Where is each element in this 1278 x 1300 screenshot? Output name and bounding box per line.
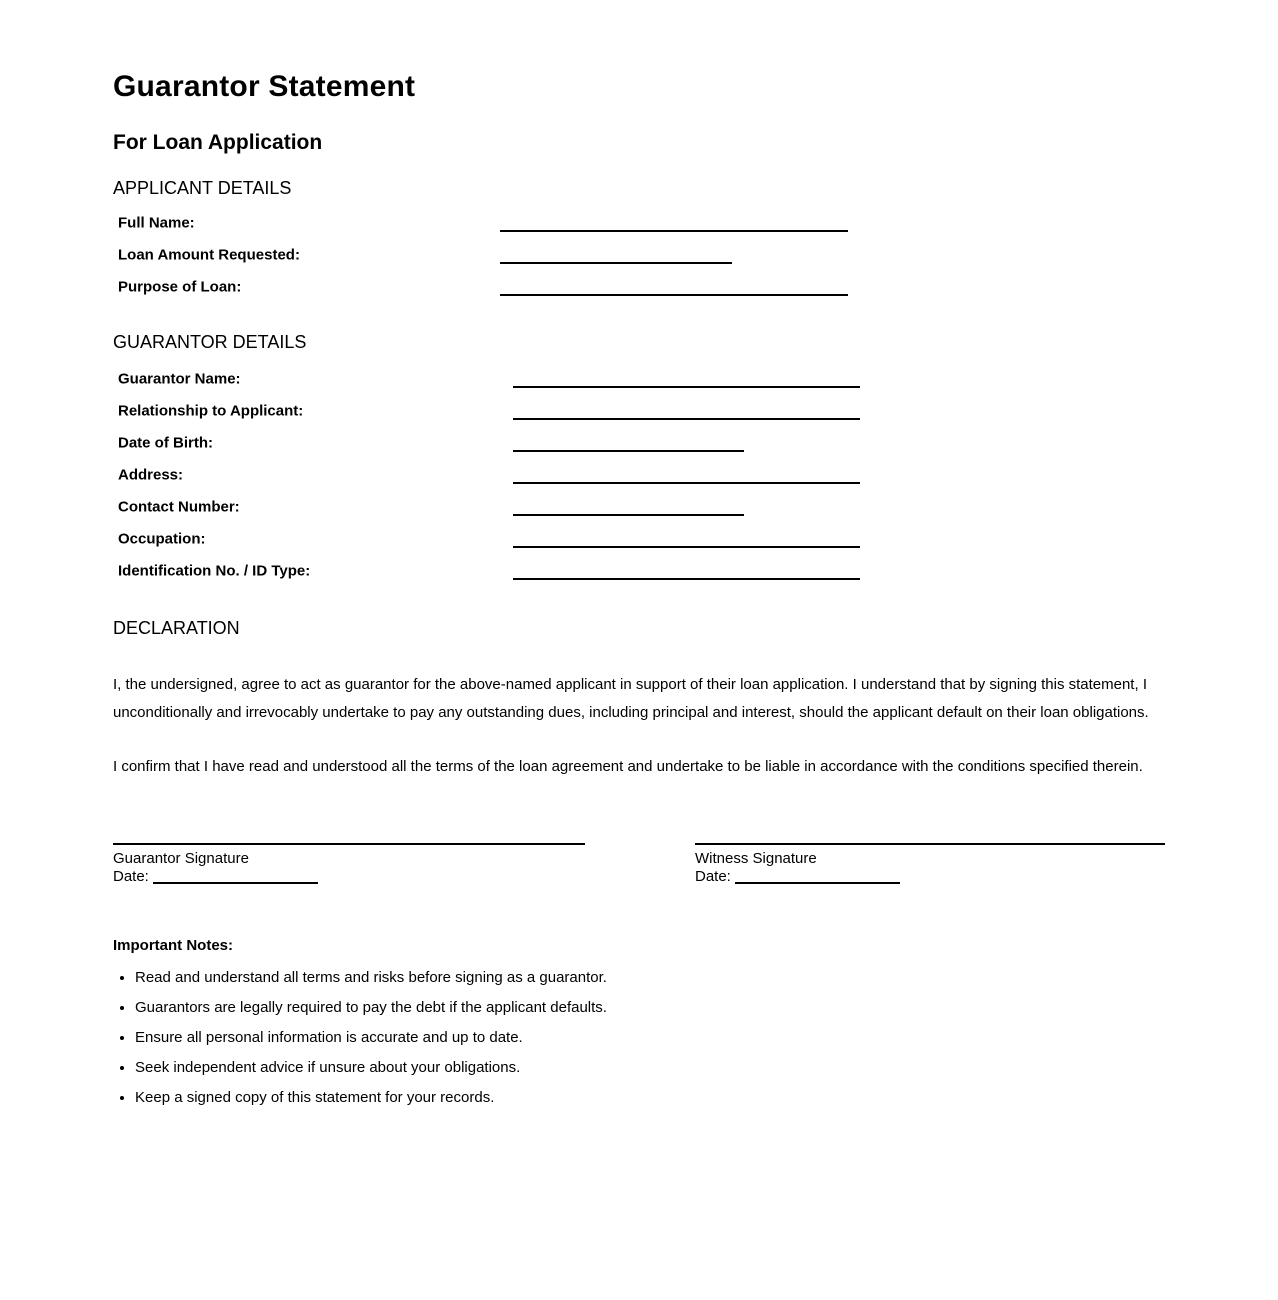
applicant-details-heading: APPLICANT DETAILS (113, 178, 292, 199)
applicant-fields (113, 207, 1165, 303)
field-blank-line-date-of-birth (513, 450, 744, 452)
field-row-identification-no-id-type (113, 555, 1165, 587)
witness-date-blank-line (735, 871, 900, 884)
field-label-full-name: Full Name: (118, 214, 195, 232)
guarantor-date-label: Date: (113, 868, 149, 886)
important-notes-section (113, 936, 1165, 1107)
witness-signature-label: Witness Signature (695, 850, 817, 868)
page-subtitle: For Loan Application (113, 131, 323, 154)
field-blank-line-full-name (500, 230, 848, 232)
signature-block (113, 843, 1165, 885)
field-label-identification-no-id-type: Identification No. / ID Type: (118, 562, 311, 580)
field-row-occupation (113, 523, 1165, 555)
guarantor-signature-label: Guarantor Signature (113, 850, 249, 868)
guarantor-details-heading: GUARANTOR DETAILS (113, 332, 307, 353)
note-item-5: • Keep a signed copy of this statement for your records. (135, 1088, 1165, 1107)
field-blank-line-purpose-of-loan (500, 294, 848, 296)
declaration-heading: DECLARATION (113, 618, 240, 639)
witness-date-row (695, 868, 1165, 885)
note-item-3: • Ensure all personal information is accurate and up to date. (135, 1028, 1165, 1047)
field-blank-line-relationship-to-applicant (513, 418, 860, 420)
guarantor-date-row (113, 868, 585, 885)
field-row-full-name (113, 207, 1165, 239)
field-blank-line-identification-no-id-type (513, 578, 860, 580)
guarantor-details-section (113, 332, 1165, 587)
guarantor-date-blank-line (153, 871, 318, 884)
field-row-relationship-to-applicant (113, 395, 1165, 427)
note-item-4: • Seek independent advice if unsure about your obligations. (135, 1058, 1165, 1077)
witness-date-label: Date: (695, 868, 731, 886)
guarantor-signature-line (113, 843, 585, 845)
field-row-address (113, 459, 1165, 491)
declaration-paragraph-2: I confirm that I have read and understood all the terms of the loan agreement and undertake to be liable in accordance with the conditions specified therein. (113, 758, 1143, 776)
field-label-guarantor-name: Guarantor Name: (118, 370, 241, 388)
witness-signature-line (695, 843, 1165, 845)
field-blank-line-address (513, 482, 860, 484)
field-label-occupation: Occupation: (118, 530, 206, 548)
page-title: Guarantor Statement (113, 70, 416, 103)
field-label-purpose-of-loan: Purpose of Loan: (118, 278, 242, 296)
field-row-guarantor-name (113, 363, 1165, 395)
field-row-loan-amount-requested (113, 239, 1165, 271)
field-label-contact-number: Contact Number: (118, 498, 240, 516)
important-notes-list (113, 968, 1165, 1107)
field-blank-line-loan-amount-requested (500, 262, 732, 264)
field-blank-line-occupation (513, 546, 860, 548)
field-label-loan-amount-requested: Loan Amount Requested: (118, 246, 300, 264)
field-label-date-of-birth: Date of Birth: (118, 434, 213, 452)
field-label-relationship-to-applicant: Relationship to Applicant: (118, 402, 304, 420)
guarantor-fields (113, 363, 1165, 587)
field-row-purpose-of-loan (113, 271, 1165, 303)
applicant-details-section (113, 178, 1165, 303)
declaration-paragraph-1: I, the undersigned, agree to act as guarantor for the above-named applicant in support of their loan application. I understand that by signing this statement, I unconditionally and irrevocably undertake to pay any outstanding dues, including principal and interest, should the applicant default on their loan obligations. (113, 676, 1149, 722)
declaration-section (113, 618, 1165, 781)
witness-signature-area (695, 843, 1165, 885)
field-label-address: Address: (118, 466, 184, 484)
field-blank-line-guarantor-name (513, 386, 860, 388)
important-notes-heading: Important Notes: (113, 937, 233, 955)
field-row-date-of-birth (113, 427, 1165, 459)
field-row-contact-number (113, 491, 1165, 523)
field-blank-line-contact-number (513, 514, 744, 516)
note-item-2: • Guarantors are legally required to pay the debt if the applicant defaults. (135, 998, 1165, 1017)
note-item-1: • Read and understand all terms and risks before signing as a guarantor. (135, 968, 1165, 987)
guarantor-signature-area (113, 843, 585, 885)
